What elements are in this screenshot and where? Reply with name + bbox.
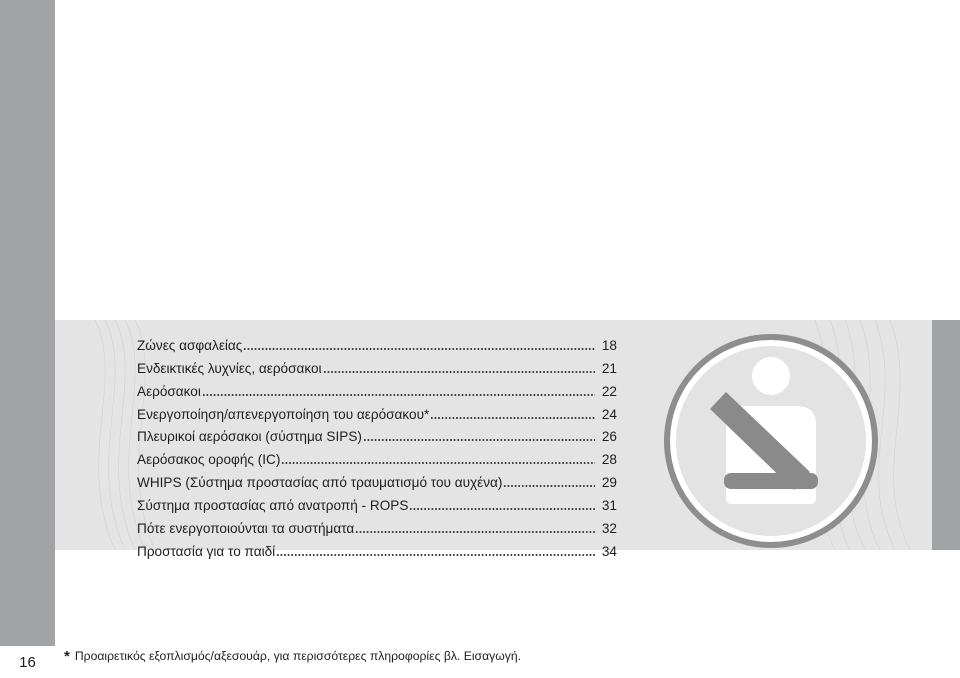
toc-entry[interactable]	[137, 377, 617, 400]
footnote-text: Προαιρετικός εξοπλισμός/αξεσουάρ, για περισσότερες πληροφορίες βλ. Εισαγωγή.	[74, 649, 521, 663]
toc-entry[interactable]	[137, 423, 617, 446]
toc-entry-page: 18	[601, 337, 617, 353]
toc-leader-dots	[243, 347, 595, 351]
toc-entry[interactable]	[137, 514, 617, 537]
left-margin-bar	[0, 0, 55, 646]
toc-entry-page: 28	[601, 452, 617, 468]
table-of-contents	[137, 331, 617, 560]
toc-leader-dots	[355, 530, 595, 534]
toc-entry[interactable]	[137, 445, 617, 468]
toc-leader-dots	[409, 507, 595, 511]
toc-leader-dots	[281, 461, 595, 465]
toc-entry-title: Σύστημα προστασίας από ανατροπή - ROPS	[137, 498, 409, 514]
toc-entry[interactable]	[137, 400, 617, 423]
toc-entry-title: Ενδεικτικές λυχνίες, αερόσακοι	[137, 360, 322, 376]
toc-entry-page: 31	[601, 498, 617, 514]
toc-entry[interactable]	[137, 537, 617, 560]
toc-entry-title: Αερόσακοι	[137, 383, 201, 399]
toc-entry-page: 26	[601, 429, 617, 445]
toc-entry[interactable]	[137, 468, 617, 491]
toc-entry-title: Πότε ενεργοποιούνται τα συστήματα	[137, 521, 355, 537]
toc-entry-title: WHIPS (Σύστημα προστασίας από τραυματισμό του αυχένα)	[137, 475, 503, 491]
toc-leader-dots	[363, 438, 595, 442]
toc-entry-page: 22	[601, 383, 617, 399]
toc-entry[interactable]	[137, 354, 617, 377]
toc-leader-dots	[503, 484, 595, 488]
toc-entry[interactable]	[137, 331, 617, 354]
toc-entry-page: 29	[601, 475, 617, 491]
toc-entry-title: Ζώνες ασφαλείας	[137, 337, 243, 353]
toc-entry[interactable]	[137, 491, 617, 514]
toc-leader-dots	[323, 370, 595, 374]
page-number: 16	[0, 646, 55, 678]
toc-entry-title: Αερόσακος οροφής (IC)	[137, 452, 281, 468]
toc-leader-dots	[276, 553, 595, 557]
footnote	[64, 648, 521, 665]
toc-leader-dots	[430, 416, 595, 420]
toc-entry-page: 21	[601, 360, 617, 376]
toc-leader-dots	[202, 393, 595, 397]
chapter-tab	[932, 320, 960, 550]
toc-entry-title: Ενεργοποίηση/απενεργοποίηση του αερόσακου*	[137, 406, 430, 422]
toc-entry-page: 32	[601, 521, 617, 537]
toc-entry-title: Πλευρικοί αερόσακοι (σύστημα SIPS)	[137, 429, 362, 445]
footnote-marker: *	[64, 648, 70, 665]
toc-entry-page: 34	[601, 543, 617, 559]
toc-entry-title: Προστασία για το παιδί	[137, 543, 276, 559]
seatbelt-icon	[660, 330, 882, 557]
toc-entry-page: 24	[601, 406, 617, 422]
